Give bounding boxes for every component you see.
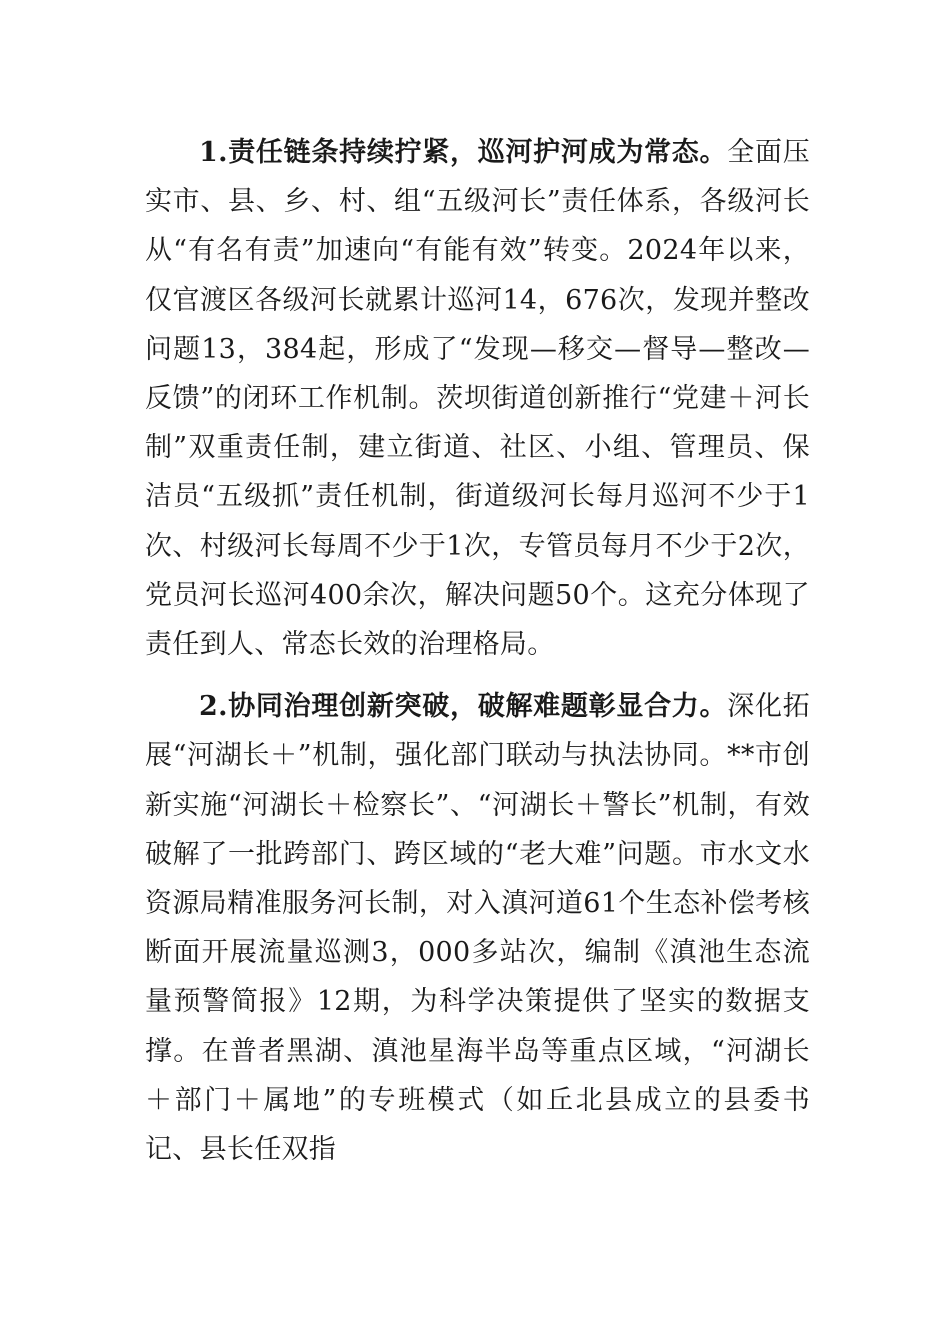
paragraph-1-text: 全面压实市、县、乡、村、组“五级河长”责任体系，各级河长从“有名有责”加速向“有能有效”转变。2024年以来，仅官渡区各级河长就累计巡河14，676次，发现并整改问题13，384起，形成了“发现—移交—督导—整改—反馈”的闭环工作机制。茨坝街道创新推行“党建＋河长制”双重责任制，建立街道、社区、小组、管理员、保洁员“五级抓”责任机制，街道级河长每月巡河不少于1次、村级河长每周不少于1次，专管员每月不少于2次，党员河长巡河400余次，解决问题50个。这充分体现了责任到人、常态长效的治理格局。 [145,137,810,661]
document-body [145,128,810,1174]
paragraph-1 [145,128,810,669]
paragraph-2-heading: 2.协同治理创新突破，破解难题彰显合力。 [199,691,728,723]
paragraph-1-heading: 1.责任链条持续拧紧，巡河护河成为常态。 [199,137,728,168]
paragraph-2-text: 深化拓展“河湖长＋”机制，强化部门联动与执法协同。**市创新实施“河湖长＋检察长”、“河湖长＋警长”机制，有效破解了一批跨部门、跨区域的“老大难”问题。市水文水资源局精准服务河长制，对入滇河道61个生态补偿考核断面开展流量巡测3，000多站次，编制《滇池生态流量预警简报》12期，为科学决策提供了坚实的数据支撑。在普者黑湖、滇池星海半岛等重点区域，“河湖长＋部门＋属地”的专班模式（如丘北县成立的县委书记、县长任双指 [145,691,810,1166]
paragraph-2 [145,682,810,1174]
